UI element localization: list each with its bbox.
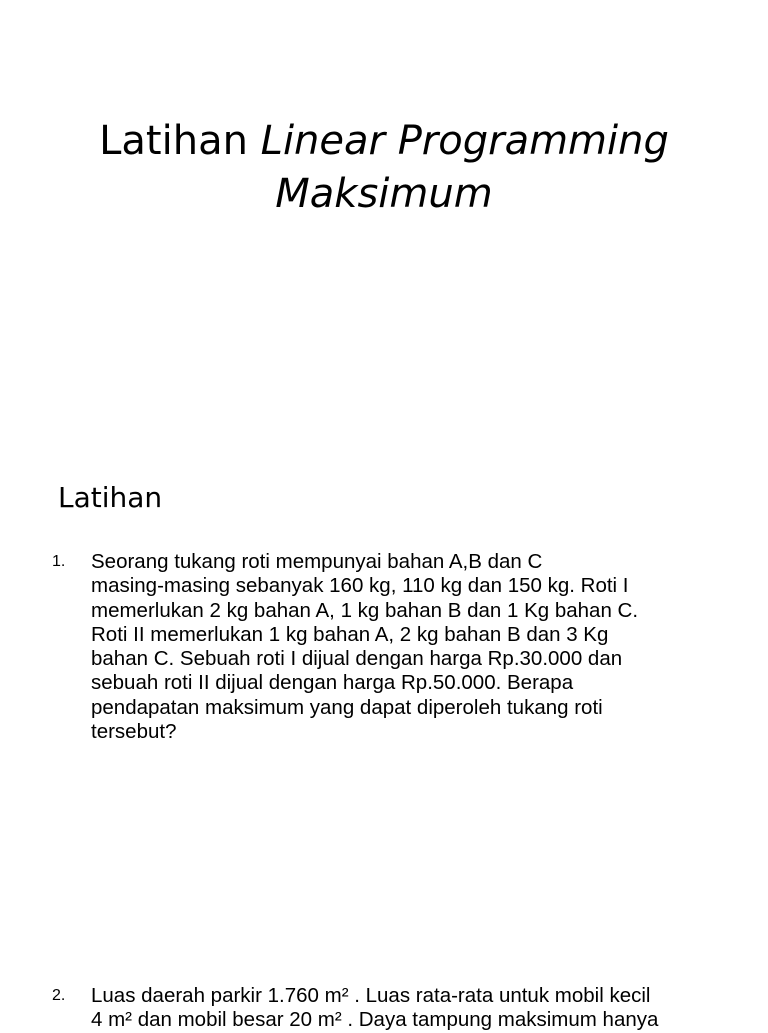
title-italic-line2: Maksimum (275, 171, 493, 217)
problem-number: 2. (52, 987, 66, 1004)
title-prefix: Latihan (99, 118, 261, 164)
problem-line: 4 m² dan mobil besar 20 m² . Daya tampung maksimum hanya (91, 1008, 659, 1032)
problem-line: pendapatan maksimum yang dapat diperoleh tukang roti (91, 695, 603, 719)
problem-line: bahan C. Sebuah roti I dijual dengan harga Rp.30.000 dan (91, 647, 623, 671)
problem-line: masing-masing sebanyak 160 kg, 110 kg dan 150 kg. Roti I (91, 574, 629, 598)
problem-line: Luas daerah parkir 1.760 m² . Luas rata-rata untuk mobil kecil (91, 984, 651, 1007)
section-heading: Latihan (58, 481, 163, 514)
problem-text (91, 984, 731, 1033)
problem-text (91, 550, 731, 744)
problem-line: sebuah roti II dijual dengan harga Rp.50.000. Berapa (91, 671, 574, 695)
problem-line: tersebut? (91, 720, 177, 744)
problem-line: memerlukan 2 kg bahan A, 1 kg bahan B dan 1 Kg bahan C. (91, 598, 639, 622)
title-italic-line1: Linear Programming (260, 118, 669, 164)
problem-line: Roti II memerlukan 1 kg bahan A, 2 kg bahan B dan 3 Kg (91, 622, 609, 646)
problem-line: Seorang tukang roti mempunyai bahan A,B dan C (91, 550, 543, 573)
problem-number: 1. (52, 553, 66, 570)
slide-title (0, 115, 768, 221)
